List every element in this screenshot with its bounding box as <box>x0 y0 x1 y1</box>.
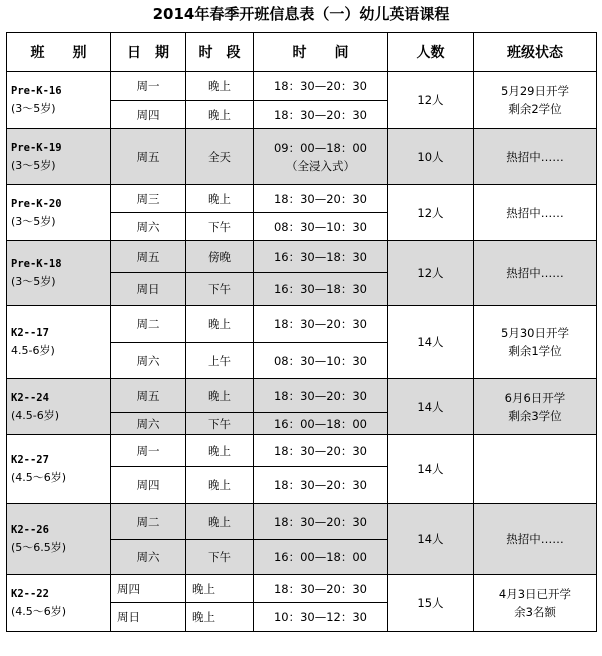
period-cell: 晚上 <box>186 185 254 213</box>
time-cell: 16：00—18：00 <box>254 540 388 575</box>
day-cell: 周五 <box>111 129 186 185</box>
table-row <box>7 185 597 213</box>
header-status: 班级状态 <box>474 33 597 72</box>
period-cell: 晚上 <box>186 467 254 504</box>
time-cell: 18：30—20：30 <box>254 185 388 213</box>
day-cell: 周四 <box>111 101 186 129</box>
status-cell: 5月30日开学 剩余1学位 <box>474 306 597 379</box>
time-cell: 16：00—18：00 <box>254 413 388 435</box>
time-cell: 18：30—20：30 <box>254 101 388 129</box>
day-cell: 周四 <box>111 575 186 603</box>
day-cell: 周日 <box>111 603 186 632</box>
time-cell: 18：30—20：30 <box>254 72 388 101</box>
time-cell: 16：30—18：30 <box>254 241 388 273</box>
table-row <box>7 306 597 343</box>
period-cell: 傍晚 <box>186 241 254 273</box>
page-title: 2014年春季开班信息表（一）幼儿英语课程 <box>152 5 450 23</box>
day-cell: 周二 <box>111 504 186 540</box>
class-cell: K2--17 4.5-6岁) <box>7 306 111 379</box>
period-cell: 晚上 <box>186 379 254 413</box>
size-cell: 14人 <box>388 435 474 504</box>
class-cell: Pre-K-19 (3～5岁) <box>7 129 111 185</box>
day-cell: 周日 <box>111 273 186 306</box>
day-cell: 周五 <box>111 241 186 273</box>
day-cell: 周六 <box>111 213 186 241</box>
time-cell: 18：30—20：30 <box>254 306 388 343</box>
period-cell: 晚上 <box>186 504 254 540</box>
period-cell: 全天 <box>186 129 254 185</box>
table-row <box>7 575 597 603</box>
table-row <box>7 379 597 413</box>
day-cell: 周六 <box>111 413 186 435</box>
time-cell: 08：30—10：30 <box>254 213 388 241</box>
time-cell: 18：30—20：30 <box>254 504 388 540</box>
size-cell: 14人 <box>388 379 474 435</box>
size-cell: 12人 <box>388 241 474 306</box>
table-row <box>7 241 597 273</box>
header-size: 人数 <box>388 33 474 72</box>
period-cell: 下午 <box>186 540 254 575</box>
table-row <box>7 129 597 185</box>
day-cell: 周四 <box>111 467 186 504</box>
size-cell: 10人 <box>388 129 474 185</box>
status-cell: 热招中…… <box>474 185 597 241</box>
day-cell: 周一 <box>111 435 186 467</box>
period-cell: 下午 <box>186 413 254 435</box>
status-cell: 热招中…… <box>474 129 597 185</box>
status-cell: 6月6日开学 剩余3学位 <box>474 379 597 435</box>
size-cell: 14人 <box>388 504 474 575</box>
day-cell: 周三 <box>111 185 186 213</box>
status-cell: 热招中…… <box>474 504 597 575</box>
day-cell: 周一 <box>111 72 186 101</box>
time-cell: 16：30—18：30 <box>254 273 388 306</box>
table-row <box>7 504 597 540</box>
period-cell: 上午 <box>186 343 254 379</box>
size-cell: 12人 <box>388 185 474 241</box>
day-cell: 周二 <box>111 306 186 343</box>
day-cell: 周六 <box>111 540 186 575</box>
time-cell: 18：30—20：30 <box>254 575 388 603</box>
class-cell: K2--26 (5～6.5岁) <box>7 504 111 575</box>
period-cell: 晚上 <box>186 72 254 101</box>
schedule-table <box>6 32 597 632</box>
time-cell: 10：30—12：30 <box>254 603 388 632</box>
period-cell: 下午 <box>186 213 254 241</box>
class-cell: Pre-K-16 (3～5岁) <box>7 72 111 129</box>
status-cell: 5月29日开学 剩余2学位 <box>474 72 597 129</box>
time-cell: 09：00—18：00 （全浸入式） <box>254 129 388 185</box>
class-cell: K2--22 (4.5～6岁) <box>7 575 111 632</box>
header-day: 日 期 <box>111 33 186 72</box>
period-cell: 晚上 <box>186 306 254 343</box>
status-cell: 4月3日已开学 余3名额 <box>474 575 597 632</box>
status-cell <box>474 435 597 504</box>
table-row <box>7 72 597 101</box>
class-cell: Pre-K-18 (3～5岁) <box>7 241 111 306</box>
header-time: 时 间 <box>254 33 388 72</box>
day-cell: 周六 <box>111 343 186 379</box>
size-cell: 14人 <box>388 306 474 379</box>
header-class: 班 别 <box>7 33 111 72</box>
table-row <box>7 435 597 467</box>
time-cell: 18：30—20：30 <box>254 435 388 467</box>
header-row <box>7 33 597 72</box>
period-cell: 晚上 <box>186 101 254 129</box>
status-cell: 热招中…… <box>474 241 597 306</box>
class-cell: K2--27 (4.5～6岁) <box>7 435 111 504</box>
header-period: 时 段 <box>186 33 254 72</box>
class-cell: K2--24 (4.5-6岁) <box>7 379 111 435</box>
period-cell: 晚上 <box>186 603 254 632</box>
time-cell: 18：30—20：30 <box>254 379 388 413</box>
size-cell: 12人 <box>388 72 474 129</box>
period-cell: 晚上 <box>186 575 254 603</box>
size-cell: 15人 <box>388 575 474 632</box>
time-cell: 18：30—20：30 <box>254 467 388 504</box>
day-cell: 周五 <box>111 379 186 413</box>
period-cell: 下午 <box>186 273 254 306</box>
class-cell: Pre-K-20 (3～5岁) <box>7 185 111 241</box>
time-cell: 08：30—10：30 <box>254 343 388 379</box>
period-cell: 晚上 <box>186 435 254 467</box>
